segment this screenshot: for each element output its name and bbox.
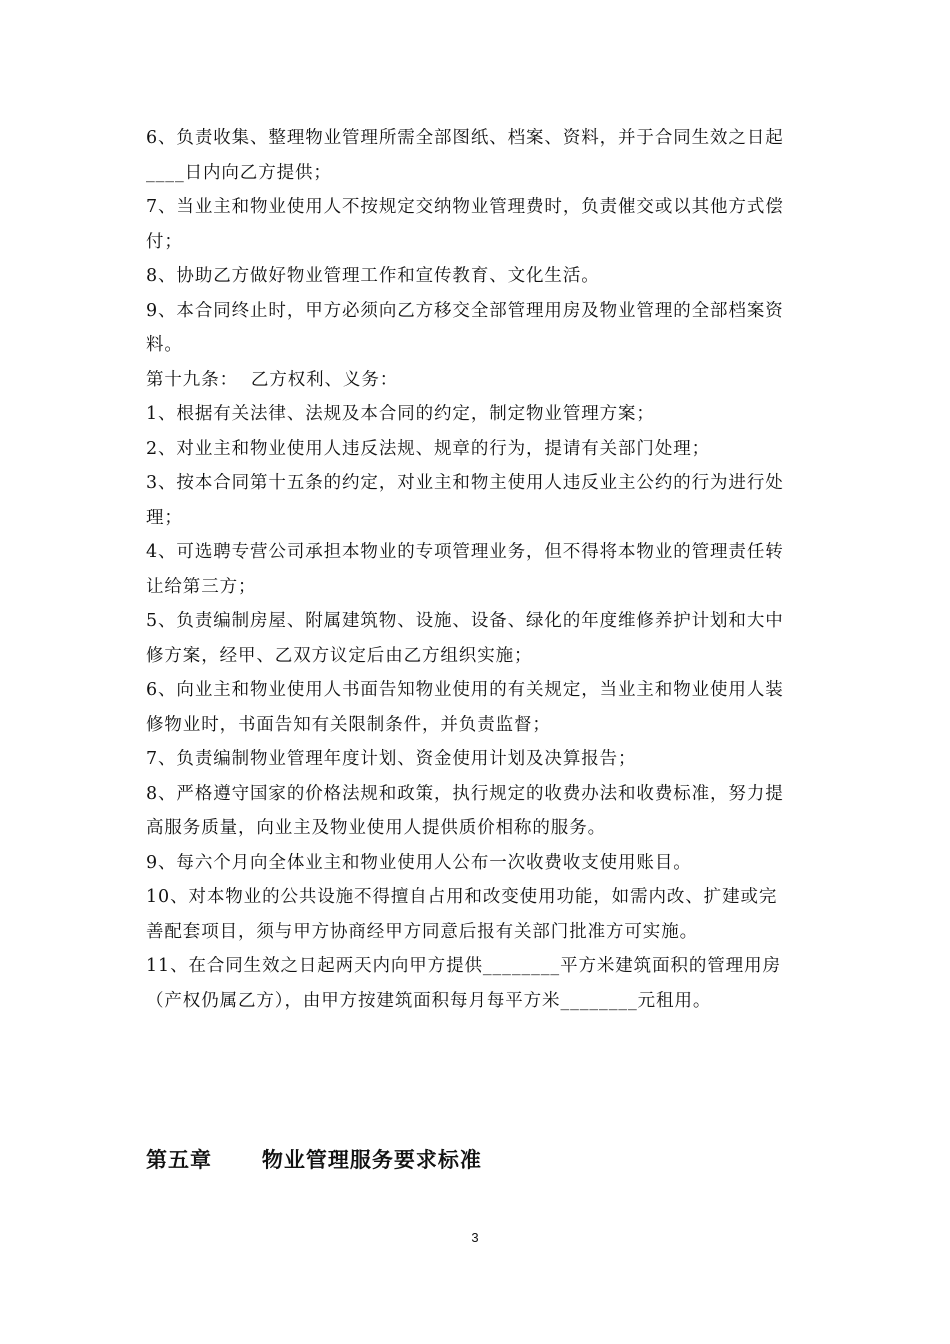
text-line: 付； <box>146 231 183 252</box>
text-line: 高服务质量，向业主及物业使用人提供质价相称的服务。 <box>146 818 606 838</box>
text-line: 修方案，经甲、乙双方议定后由乙方组织实施； <box>146 645 533 666</box>
text-line: 10、对本物业的公共设施不得擅自占用和改变使用功能，如需内改、扩建或完 <box>146 887 778 907</box>
text-line: 9、每六个月向全体业主和物业使用人公布一次收费收支使用账目。 <box>146 852 692 873</box>
text-line: 8、严格遵守国家的价格法规和政策，执行规定的收费办法和收费标准，努力提 <box>146 783 784 804</box>
text-line: 7、负责编制物业管理年度计划、资金使用计划及决算报告； <box>146 749 637 769</box>
text-line: 8、协助乙方做好物业管理工作和宣传教育、文化生活。 <box>146 266 600 286</box>
document-body <box>146 121 814 1018</box>
text-line: 6、负责收集、整理物业管理所需全部图纸、档案、资料，并于合同生效之日起 <box>146 128 784 148</box>
text-line: 11、在合同生效之日起两天内向甲方提供________平方米建筑面积的管理用房 <box>146 956 781 976</box>
text-line: （产权仍属乙方），由甲方按建筑面积每月每平方米________元租用。 <box>146 990 712 1011</box>
chapter-heading: 第五章 物业管理服务要求标准 <box>146 1148 482 1172</box>
article-heading: 第十九条： 乙方权利、义务： <box>146 369 399 390</box>
text-line: 理； <box>146 507 183 528</box>
text-line: 1、根据有关法律、法规及本合同的约定，制定物业管理方案； <box>146 404 655 424</box>
text-line: 5、负责编制房屋、附属建筑物、设施、设备、绿化的年度维修养护计划和大中 <box>146 611 784 631</box>
text-line: 2、对业主和物业使用人违反法规、规章的行为，提请有关部门处理； <box>146 438 711 459</box>
text-line: 让给第三方； <box>146 576 257 597</box>
text-line: 4、可选聘专营公司承担本物业的专项管理业务，但不得将本物业的管理责任转 <box>146 542 784 562</box>
text-line: 善配套项目，须与甲方协商经甲方同意后报有关部门批准方可实施。 <box>146 921 698 942</box>
page-number: 3 <box>471 1230 479 1245</box>
text-line: 6、向业主和物业使用人书面告知物业使用的有关规定，当业主和物业使用人装 <box>146 680 784 700</box>
text-line: 9、本合同终止时，甲方必须向乙方移交全部管理用房及物业管理的全部档案资 <box>146 300 784 321</box>
text-line: 7、当业主和物业使用人不按规定交纳物业管理费时，负责催交或以其他方式偿 <box>146 197 784 217</box>
text-line: 修物业时，书面告知有关限制条件，并负责监督； <box>146 714 551 735</box>
text-line: 料。 <box>146 335 183 355</box>
text-line: 3、按本合同第十五条的约定，对业主和物主使用人违反业主公约的行为进行处 <box>146 473 784 493</box>
text-line: ____日内向乙方提供； <box>146 162 332 183</box>
